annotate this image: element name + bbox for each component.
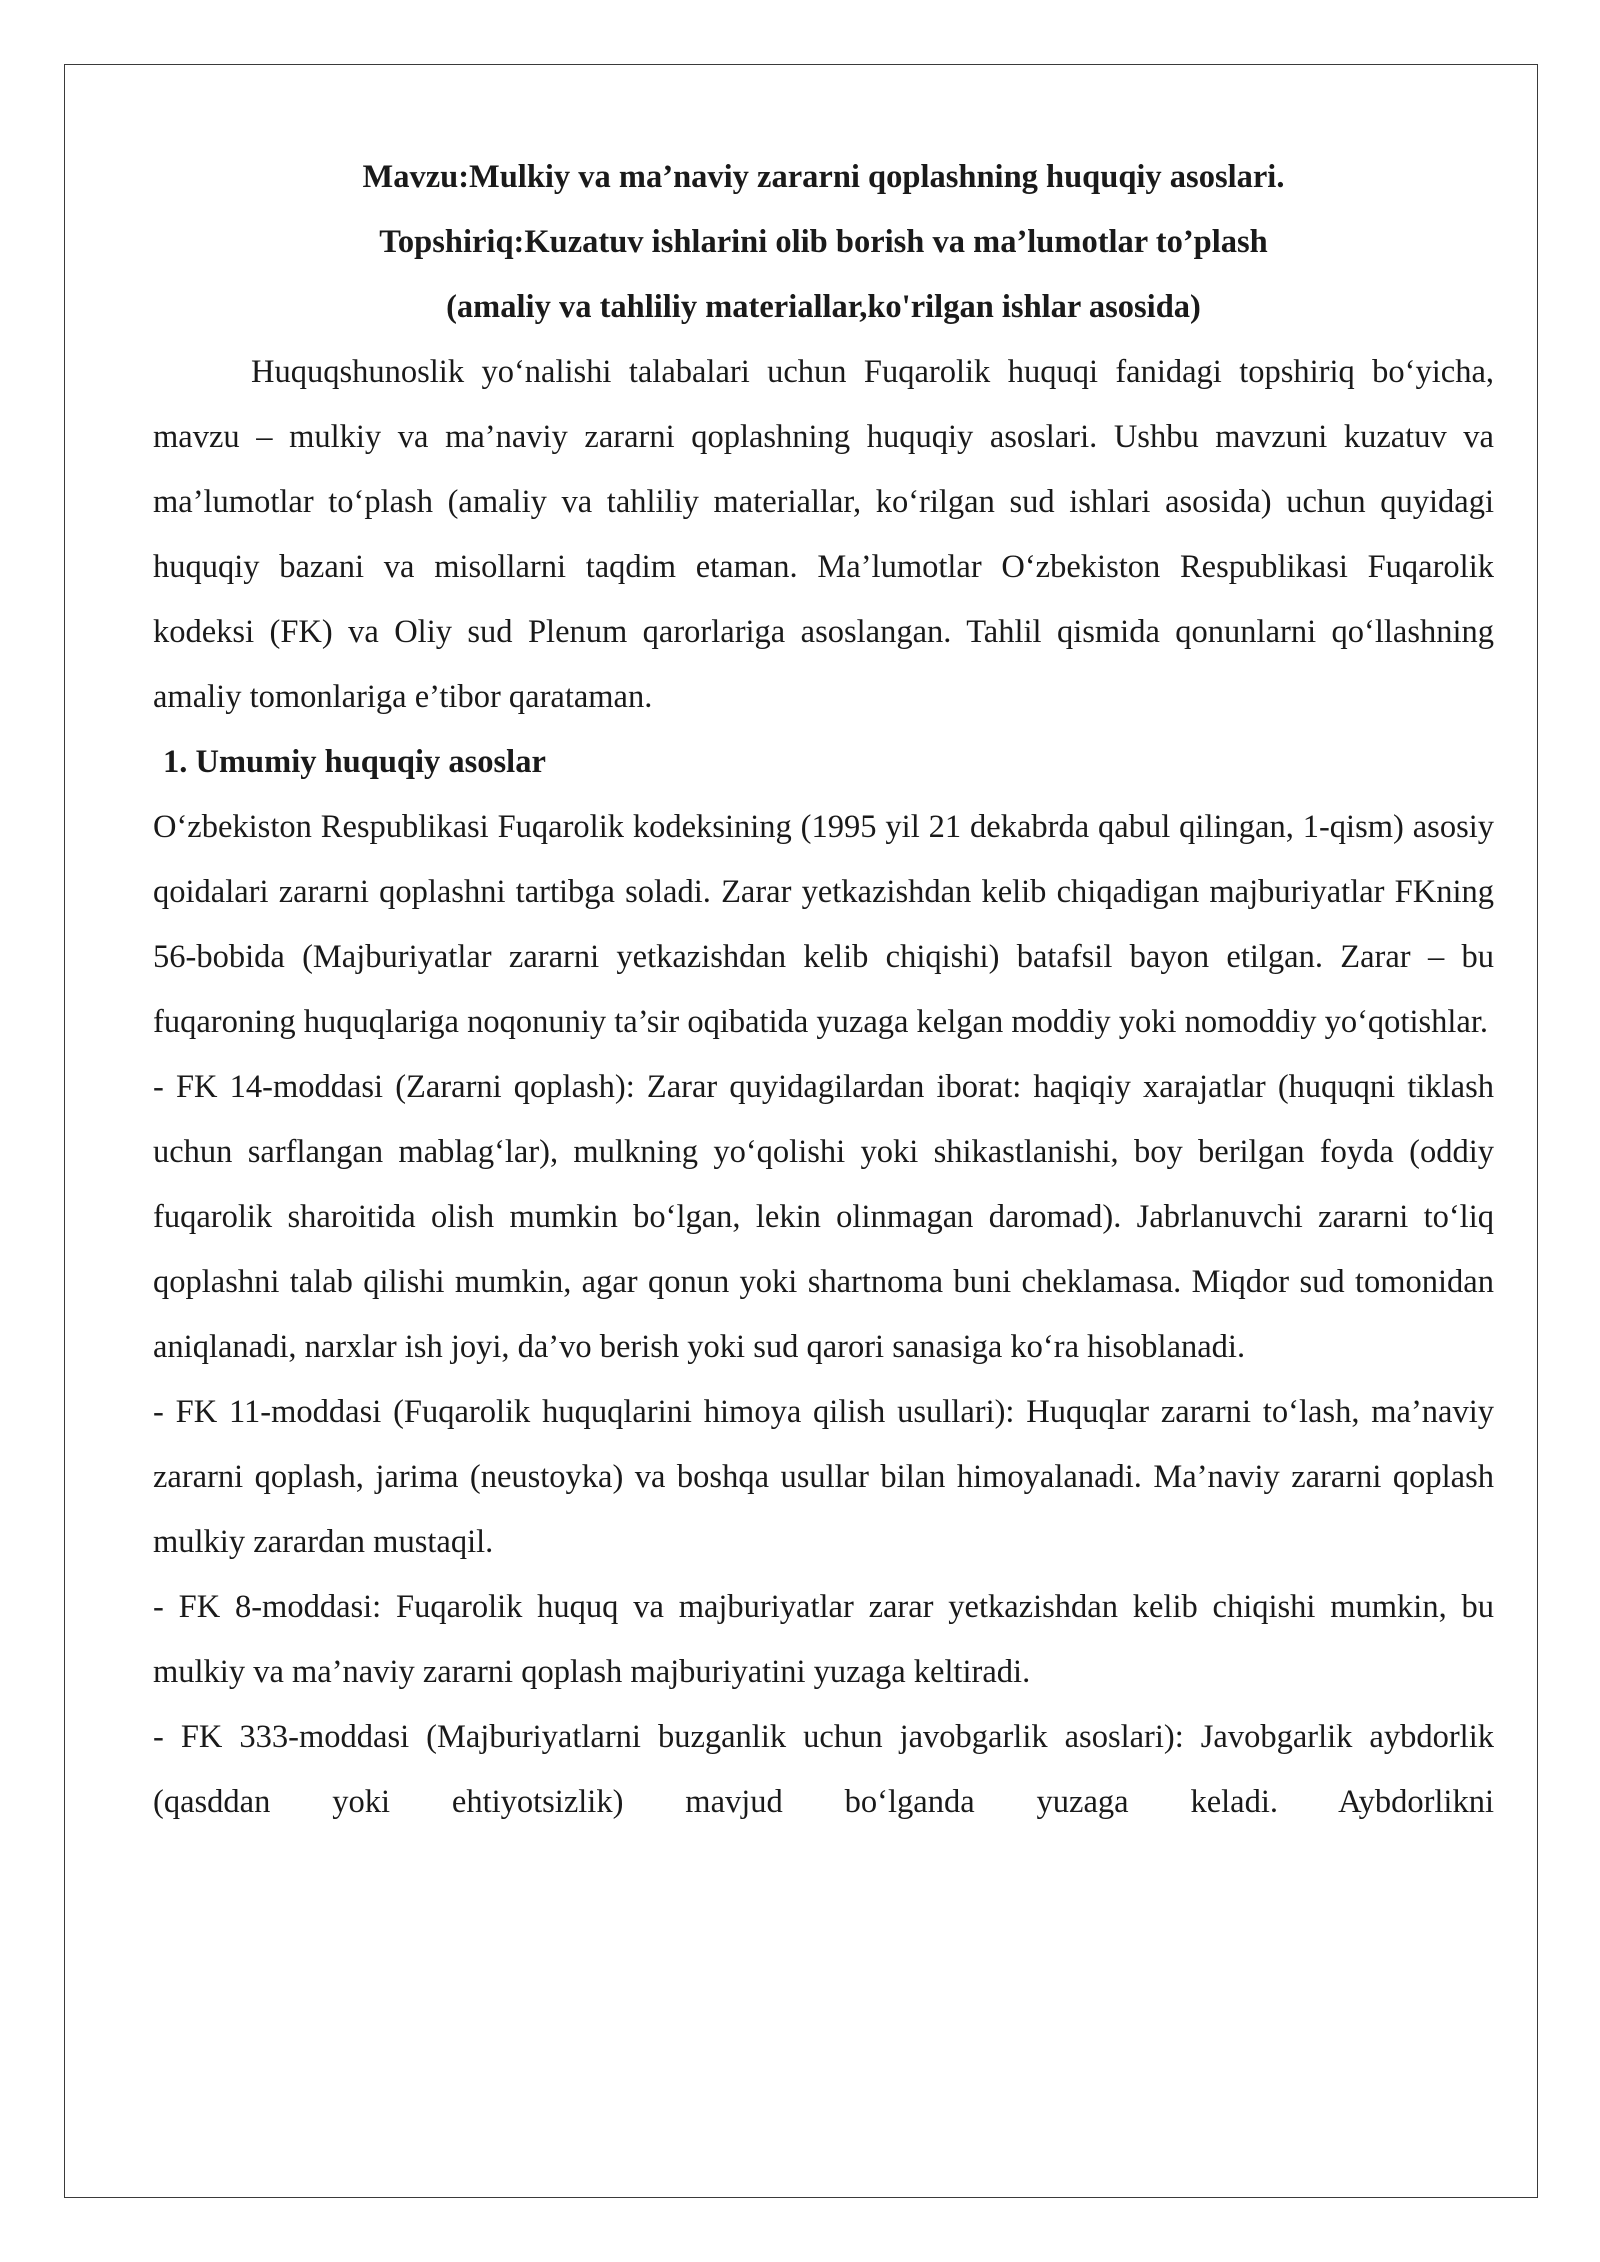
paragraph-general-basis: O‘zbekiston Respublikasi Fuqarolik kodeksining (1995 yil 21 dekabrda qabul qilingan, 1-qism) asosiy qoidalari zararni qoplashni tartibga soladi. Zarar yetkazishdan kelib chiqadigan majburiyatlar FKning 56-bobida (Majburiyatlar zararni yetkazishdan kelib chiqishi) batafsil bayon etilgan. Zarar – bu fuqaroning huquqlariga noqonuniy ta’sir oqibatida yuzaga kelgan moddiy yoki nomoddiy yo‘qotishlar. (153, 809, 1494, 1040)
paragraph-article-14: - FK 14-moddasi (Zararni qoplash): Zarar quyidagilardan iborat: haqiqiy xarajatlar (huquqni tiklash uchun sarflangan mablag‘lar), mulkning yo‘qolishi yoki shikastlanishi, boy berilgan foyda (oddiy fuqarolik sharoitida olish mumkin bo‘lgan, lekin olinmagan daromad). Jabrlanuvchi zararni to‘liq qoplashni talab qilishi mumkin, agar qonun yoki shartnoma buni cheklamasa. Miqdor sud tomonidan aniqlanadi, narxlar ish joyi, da’vo berish yoki sud qarori sanasiga ko‘ra hisoblanadi. (153, 1069, 1494, 1365)
paragraph-article-333: - FK 333-moddasi (Majburiyatlarni buzganlik uchun javobgarlik asoslari): Javobgarlik aybdorlik (qasddan yoki ehtiyotsizlik) mavjud bo‘lganda yuzaga keladi. Aybdorlikni (153, 1719, 1494, 1820)
title-topic: Mavzu:Mulkiy va ma’naviy zararni qoplashning huquqiy asoslari. (362, 159, 1285, 195)
document-body (153, 145, 1494, 1835)
title-task: Topshiriq:Kuzatuv ishlarini olib borish va ma’lumotlar to’plash (379, 224, 1268, 260)
intro-paragraph: Huquqshunoslik yo‘nalishi talabalari uchun Fuqarolik huquqi fanidagi topshiriq bo‘yicha, mavzu – mulkiy va ma’naviy zararni qoplashning huquqiy asoslari. Ushbu mavzuni kuzatuv va ma’lumotlar to‘plash (amaliy va tahliliy materiallar, ko‘rilgan sud ishlari asosida) uchun quyidagi huquqiy bazani va misollarni taqdim etaman. Ma’lumotlar O‘zbekiston Respublikasi Fuqarolik kodeksi (FK) va Oliy sud Plenum qarorlariga asoslangan. Tahlil qismida qonunlarni qo‘llashning amaliy tomonlariga e’tibor qarataman. (153, 354, 1494, 715)
paragraph-article-8: - FK 8-moddasi: Fuqarolik huquq va majburiyatlar zarar yetkazishdan kelib chiqishi mumkin, bu mulkiy va ma’naviy zararni qoplash majburiyatini yuzaga keltiradi. (153, 1589, 1494, 1690)
paragraph-article-11: - FK 11-moddasi (Fuqarolik huquqlarini himoya qilish usullari): Huquqlar zararni to‘lash, ma’naviy zararni qoplash, jarima (neustoyka) va boshqa usullar bilan himoyalanadi. Ma’naviy zararni qoplash mulkiy zarardan mustaqil. (153, 1394, 1494, 1560)
title-subtitle: (amaliy va tahliliy materiallar,ko'rilgan ishlar asosida) (446, 289, 1201, 325)
section-heading: 1. Umumiy huquqiy asoslar (163, 744, 546, 780)
